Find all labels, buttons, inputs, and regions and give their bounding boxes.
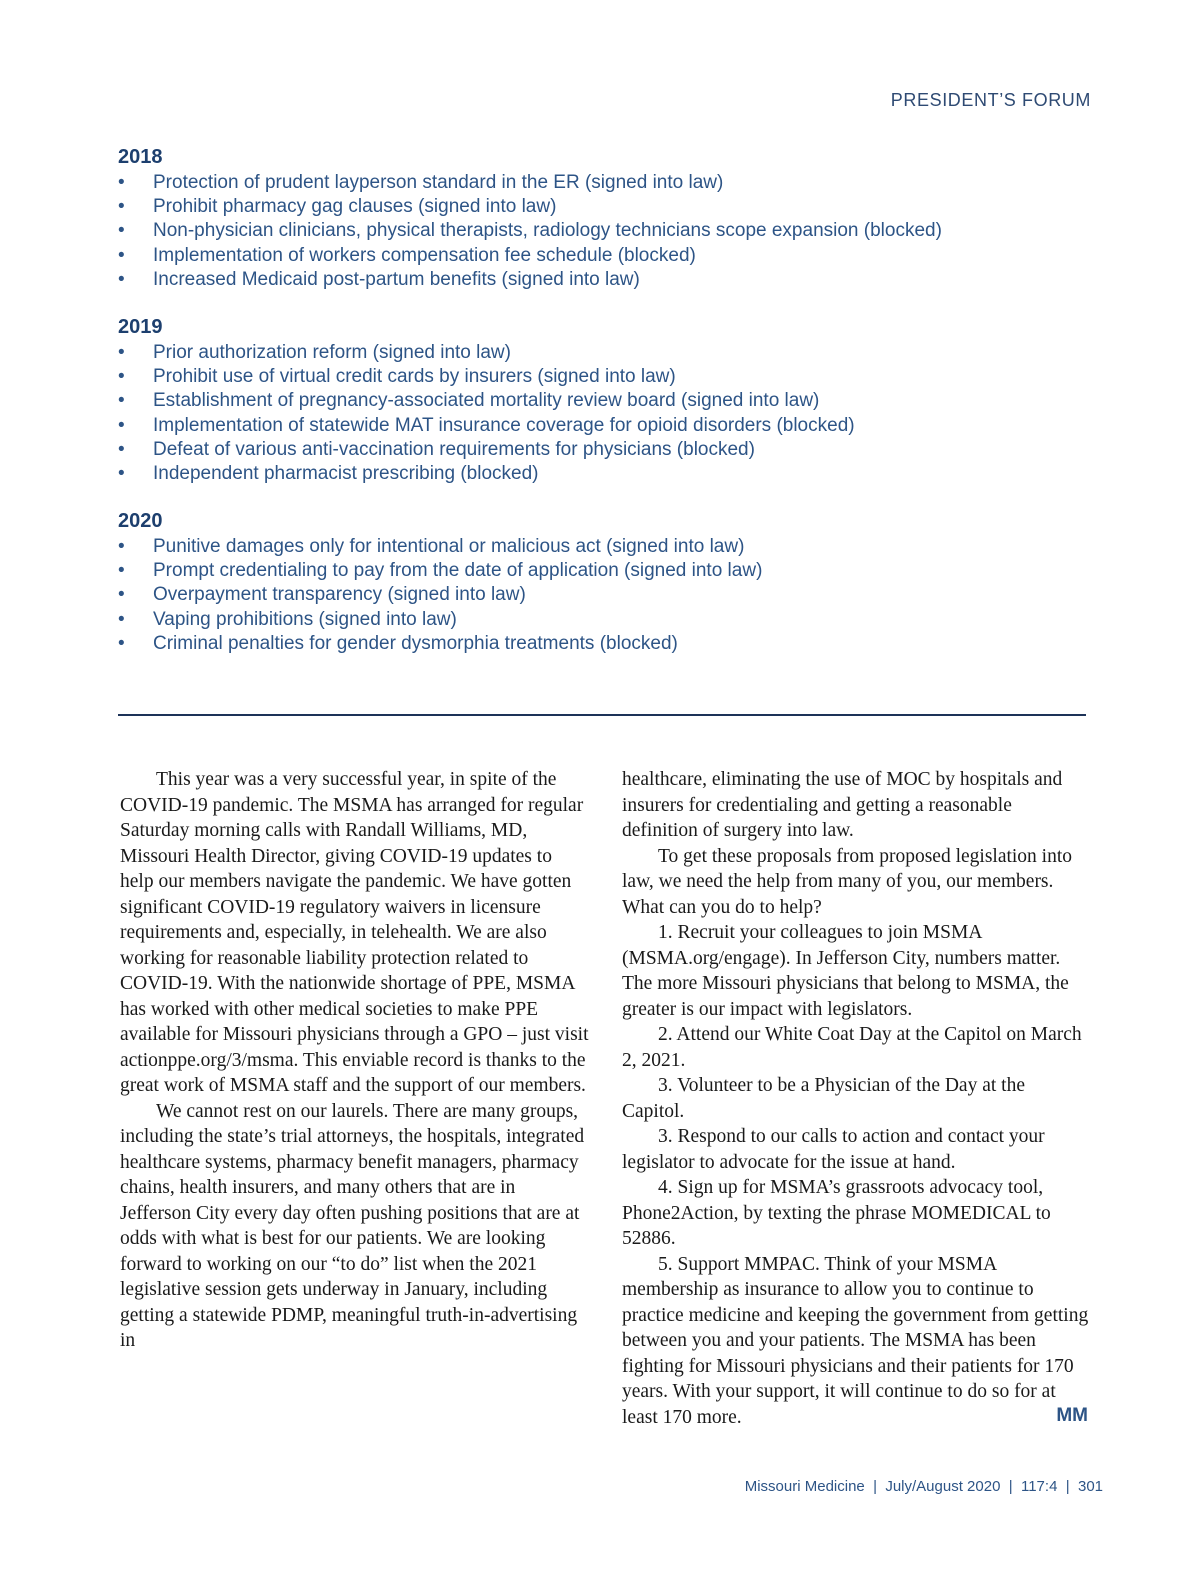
body-paragraph: To get these proposals from proposed legislation into law, we need the help from many of you, our members. What can you do to help? [622, 845, 1073, 918]
list-item: • Increased Medicaid post-partum benefits (signed into law) [118, 268, 1098, 292]
year-section-2019 [118, 316, 1098, 486]
list-item: • Independent pharmacist prescribing (blocked) [118, 462, 1098, 486]
page-footer: Missouri Medicine | July/August 2020 | 117:4 | 301 [744, 1478, 1103, 1495]
body-paragraph-continued: healthcare, eliminating the use of MOC by hospitals and insurers for credentialing and getting a reasonable definition of surgery into law. [622, 769, 1063, 841]
year-section-2018 [118, 146, 1098, 292]
body-paragraph: We cannot rest on our laurels. There are many groups, including the state’s trial attorneys, the hospitals, integrated healthcare systems, pharmacy benefit managers, pharmacy chains, health insurers, and many others that are in Jefferson City every day often pushing positions that are at odds with what is best for our patients. We are looking forward to working on our “to do” list when the 2021 legislative session gets underway in January, including getting a statewide PDMP, meaningful truth-in-advertising in [120, 1100, 585, 1351]
list-item: • Implementation of workers compensation fee schedule (blocked) [118, 244, 1098, 268]
end-mark: MM [1056, 1405, 1088, 1426]
action-item: 2. Attend our White Coat Day at the Capitol on March 2, 2021. [622, 1024, 1082, 1071]
year-title: 2019 [118, 316, 163, 338]
list-item: • Implementation of statewide MAT insurance coverage for opioid disorders (blocked) [118, 414, 1098, 438]
list-item: • Prohibit pharmacy gag clauses (signed into law) [118, 195, 1098, 219]
list-item: • Overpayment transparency (signed into law) [118, 583, 1098, 607]
body-column-left [120, 767, 590, 1354]
section-label: PRESIDENT’S FORUM [890, 90, 1091, 110]
list-item: • Prohibit use of virtual credit cards by insurers (signed into law) [118, 365, 1098, 389]
section-divider [118, 714, 1086, 716]
list-item: • Non-physician clinicians, physical therapists, radiology technicians scope expansion (blocked) [118, 219, 1098, 243]
action-item: 1. Recruit your colleagues to join MSMA (MSMA.org/engage). In Jefferson City, numbers matter. The more Missouri physicians that belong to MSMA, the greater is our impact with legislators. [622, 922, 1069, 1020]
list-item: • Establishment of pregnancy-associated mortality review board (signed into law) [118, 389, 1098, 413]
list-item: • Criminal penalties for gender dysmorphia treatments (blocked) [118, 632, 1098, 656]
list-item: • Protection of prudent layperson standard in the ER (signed into law) [118, 171, 1098, 195]
list-item: • Defeat of various anti-vaccination requirements for physicians (blocked) [118, 438, 1098, 462]
list-item: • Punitive damages only for intentional or malicious act (signed into law) [118, 535, 1098, 559]
action-item: 5. Support MMPAC. Think of your MSMA membership as insurance to allow you to continue to practice medicine and keeping the government from getting between you and your patients. The MSMA has been fighting for Missouri physicians and their patients for 170 years. With your support, it will continue to do so for at least 170 more. [622, 1253, 1089, 1428]
body-column-right [622, 767, 1092, 1430]
action-item: 3. Respond to our calls to action and contact your legislator to advocate for the issue at hand. [622, 1126, 1045, 1173]
year-section-2020 [118, 510, 1098, 656]
list-item: • Vaping prohibitions (signed into law) [118, 608, 1098, 632]
body-paragraph: This year was a very successful year, in spite of the COVID-19 pandemic. The MSMA has arranged for regular Saturday morning calls with Randall Williams, MD, Missouri Health Director, giving COVID-19 updates to help our members navigate the pandemic. We have gotten significant COVID-19 regulatory waivers in licensure requirements and, especially, in telehealth. We are also working for reasonable liability protection related to COVID-19. With the nationwide shortage of PPE, MSMA has worked with other medical societies to make PPE available for Missouri physicians through a GPO – just visit actionppe.org/3/msma. This enviable record is thanks to the great work of MSMA staff and the support of our members. [120, 769, 589, 1096]
action-item: 3. Volunteer to be a Physician of the Day at the Capitol. [622, 1075, 1025, 1122]
bullet-list [118, 341, 1098, 486]
year-title: 2020 [118, 510, 163, 532]
list-item: • Prior authorization reform (signed into law) [118, 341, 1098, 365]
list-item: • Prompt credentialing to pay from the date of application (signed into law) [118, 559, 1098, 583]
bullet-list [118, 535, 1098, 656]
action-item: 4. Sign up for MSMA’s grassroots advocacy tool, Phone2Action, by texting the phrase MOMEDICAL to 52886. [622, 1177, 1051, 1249]
bullet-list [118, 171, 1098, 292]
year-title: 2018 [118, 146, 163, 168]
